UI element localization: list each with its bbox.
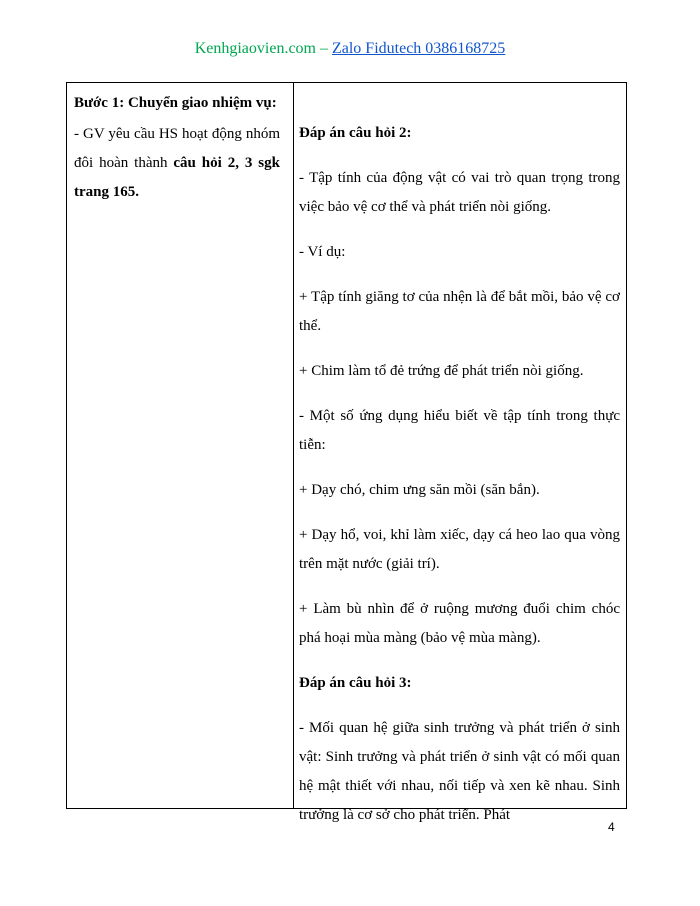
answer-3-title: Đáp án câu hỏi 3: [299, 675, 412, 691]
header-site[interactable]: Kenhgiaovien.com [194, 40, 316, 57]
answer-2-paragraph: + Làm bù nhìn để ở ruộng mương đuổi chim chóc phá hoại mùa màng (bảo vệ mùa màng). [299, 601, 620, 646]
answer-2-paragraph: - Ví dụ: [299, 244, 346, 260]
answer-2-title: Đáp án câu hỏi 2: [299, 125, 412, 141]
answer-2-paragraph: + Chim làm tổ đẻ trứng để phát triển nòi giống. [299, 363, 584, 379]
answer-2-paragraph: - Tập tính của động vật có vai trò quan trọng trong việc bảo vệ cơ thể và phát triển nòi giống. [299, 170, 620, 215]
header-contact-link[interactable]: Zalo Fidutech 0386168725 [331, 40, 506, 57]
header-separator: – [315, 40, 332, 57]
answer-2-paragraph: + Dạy hổ, voi, khỉ làm xiếc, dạy cá heo lao qua vòng trên mặt nước (giải trí). [299, 527, 620, 572]
page-number: 4 [608, 820, 615, 834]
step-title: Bước 1: Chuyển giao nhiệm vụ: [74, 95, 277, 111]
answer-2-paragraph: - Một số ứng dụng hiểu biết về tập tính trong thực tiễn: [299, 408, 620, 453]
left-column [74, 89, 280, 207]
page-header [0, 40, 700, 58]
right-column [299, 119, 620, 846]
answer-2-paragraph: + Tập tính giăng tơ của nhện là để bắt mồi, bảo vệ cơ thể. [299, 289, 620, 334]
task-description: - GV yêu cầu HS hoạt động nhóm đôi hoàn thành câu hỏi 2, 3 sgk trang 165. [74, 126, 280, 200]
lesson-table [66, 82, 627, 823]
column-divider [293, 83, 294, 808]
answer-3-paragraph: - Mối quan hệ giữa sinh trưởng và phát triển ở sinh vật: Sinh trưởng và phát triển ở sinh vật có mối quan hệ mật thiết với nhau, nối tiếp và xen kẽ nhau. Sinh trưởng là cơ sở cho phát triển. Phát [299, 720, 620, 823]
answer-2-paragraph: + Dạy chó, chim ưng săn mồi (săn bắn). [299, 482, 540, 498]
